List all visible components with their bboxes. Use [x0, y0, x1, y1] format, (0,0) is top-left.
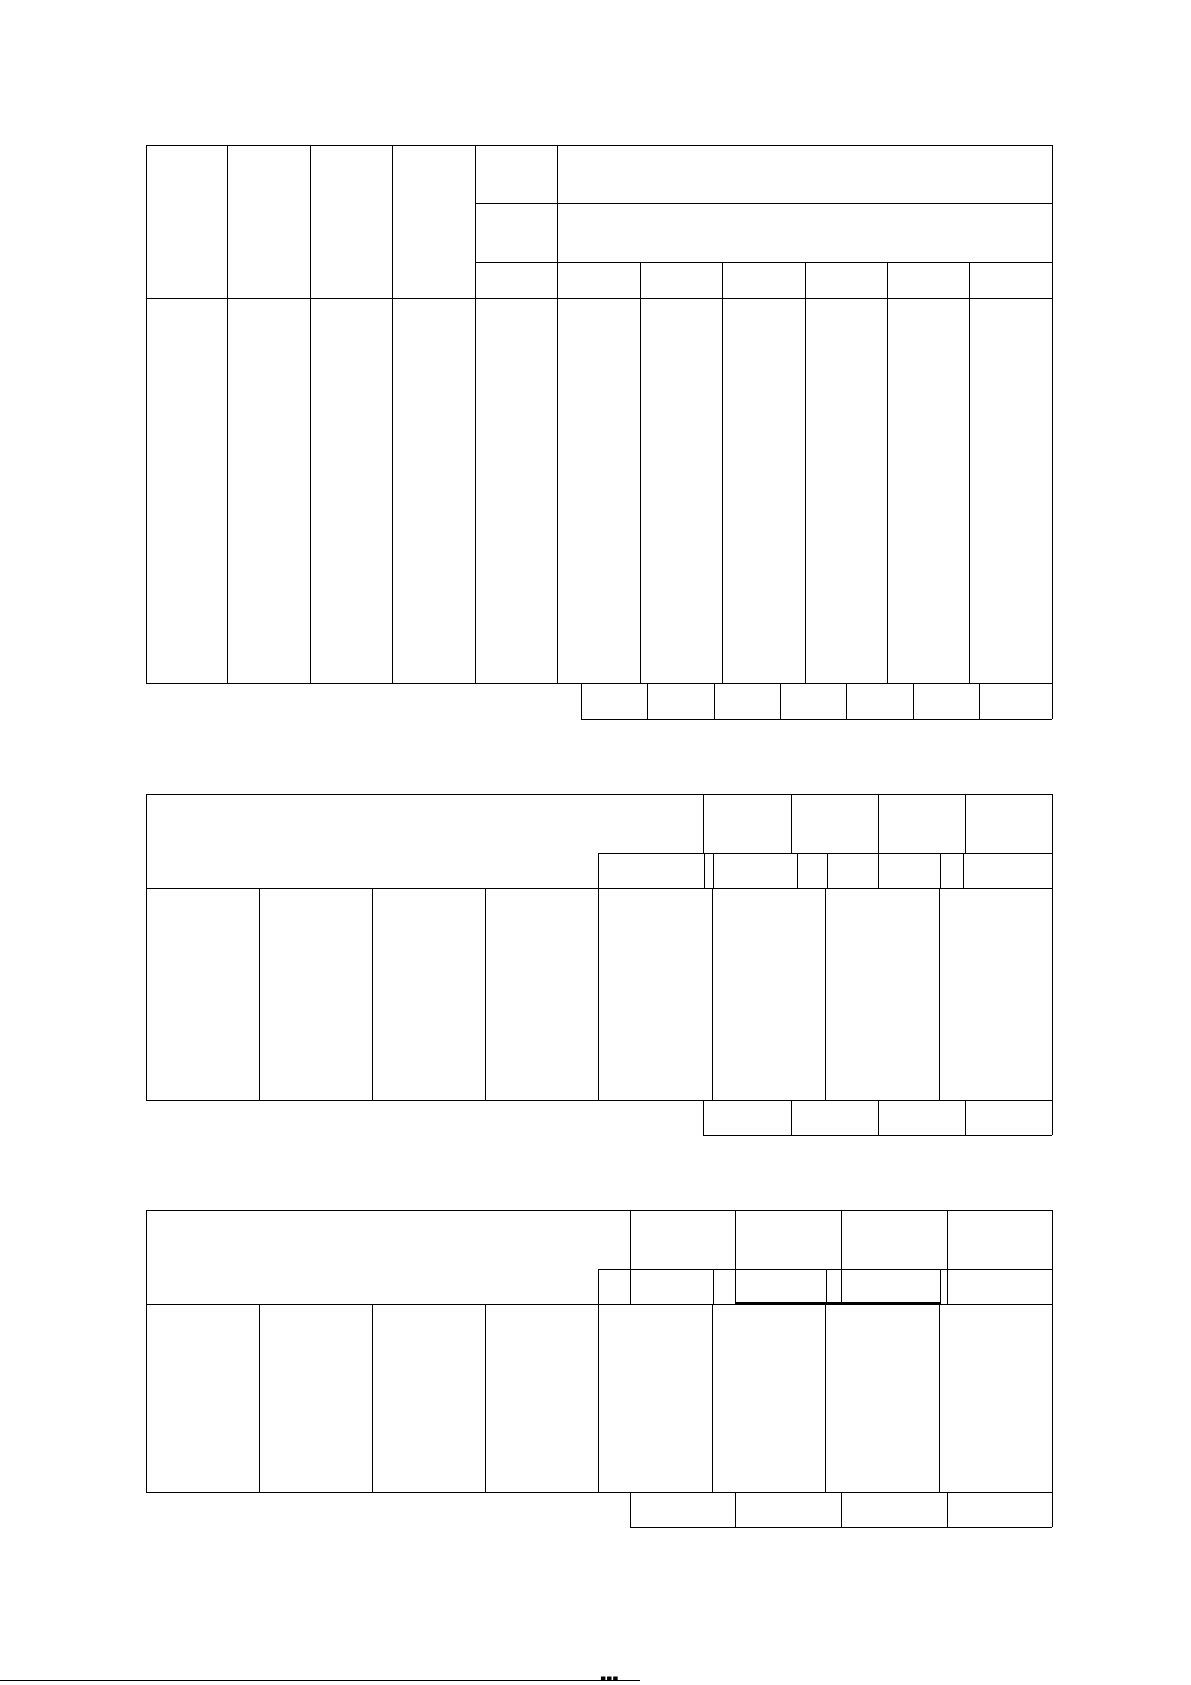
- footer-mark: ▪▪▪: [600, 1674, 619, 1684]
- footer-rule: [0, 1680, 640, 1681]
